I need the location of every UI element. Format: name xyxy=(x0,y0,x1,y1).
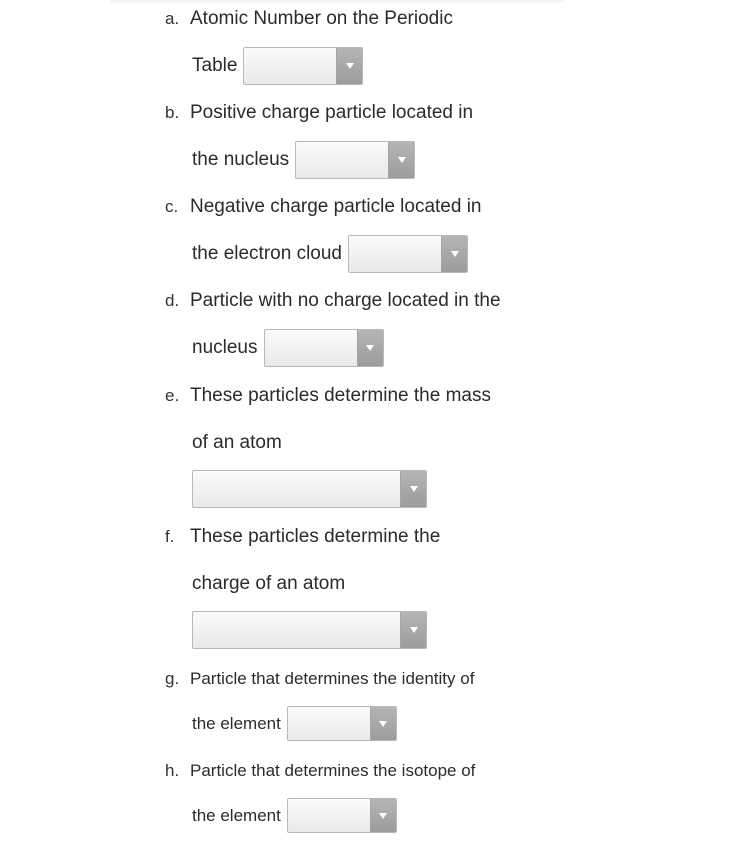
question-c-text xyxy=(165,196,482,218)
question-b-text xyxy=(165,102,473,124)
question-g-marker: g. xyxy=(165,669,180,688)
question-b-line2: the nucleus xyxy=(192,149,290,170)
question-h-dropdown[interactable] xyxy=(287,798,397,833)
question-c-row xyxy=(192,235,468,273)
question-b-dropdown-toggle[interactable] xyxy=(388,142,414,178)
question-a-line2: Table xyxy=(192,55,238,76)
question-f-line1: These particles determine the xyxy=(190,526,441,547)
question-e-marker: e. xyxy=(165,386,180,405)
chevron-down-icon xyxy=(451,251,459,257)
question-e-text xyxy=(165,385,491,407)
chevron-down-icon xyxy=(379,813,387,819)
question-b-line1: Positive charge particle located in xyxy=(190,102,474,123)
chevron-down-icon xyxy=(366,345,374,351)
question-f-dropdown[interactable] xyxy=(192,611,427,649)
question-h-line1: Particle that determines the isotope of xyxy=(190,761,476,780)
chevron-down-icon xyxy=(410,486,418,492)
question-h-dropdown-value xyxy=(294,799,366,832)
question-a-line1: Atomic Number on the Periodic xyxy=(190,8,453,29)
question-b-marker: b. xyxy=(165,103,180,122)
question-f-text xyxy=(165,526,440,548)
question-c-line2: the electron cloud xyxy=(192,243,342,264)
question-d-marker: d. xyxy=(165,291,180,310)
question-c-dropdown-value xyxy=(355,236,437,272)
question-g-dropdown[interactable] xyxy=(287,706,397,741)
question-a-marker: a. xyxy=(165,9,180,28)
top-shadow xyxy=(110,0,564,4)
chevron-down-icon xyxy=(398,157,406,163)
question-c-marker: c. xyxy=(165,197,179,216)
question-f-marker: f. xyxy=(165,527,175,546)
question-g-dropdown-toggle[interactable] xyxy=(370,707,396,740)
question-d-row xyxy=(192,329,384,367)
chevron-down-icon xyxy=(379,721,387,727)
question-h-dropdown-toggle[interactable] xyxy=(370,799,396,832)
question-c-line1: Negative charge particle located in xyxy=(190,196,482,217)
question-a-text xyxy=(165,8,453,30)
chevron-down-icon xyxy=(346,63,354,69)
question-a-row xyxy=(192,47,363,85)
question-g-line1: Particle that determines the identity of xyxy=(190,669,475,688)
question-g-dropdown-value xyxy=(294,707,366,740)
question-g-text xyxy=(165,668,474,690)
question-b-dropdown[interactable] xyxy=(295,141,415,179)
question-d-line2: nucleus xyxy=(192,337,258,358)
question-b-dropdown-value xyxy=(302,142,384,178)
question-f-line2: charge of an atom xyxy=(192,573,346,594)
question-d-dropdown-toggle[interactable] xyxy=(357,330,383,366)
question-d-dropdown[interactable] xyxy=(264,329,384,367)
question-h-text xyxy=(165,760,475,782)
question-e-line1: These particles determine the mass xyxy=(190,385,491,406)
question-d-text xyxy=(165,290,501,312)
chevron-down-icon xyxy=(410,627,418,633)
question-e-dropdown-value xyxy=(199,471,396,507)
question-g-row xyxy=(192,706,397,741)
question-g-line2: the element xyxy=(192,713,281,733)
question-e-line2: of an atom xyxy=(192,432,282,453)
question-c-dropdown-toggle[interactable] xyxy=(441,236,467,272)
question-e-dropdown-toggle[interactable] xyxy=(400,471,426,507)
question-d-line1: Particle with no charge located in the xyxy=(190,290,501,311)
question-a-dropdown-value xyxy=(250,48,332,84)
question-h-line2: the element xyxy=(192,805,281,825)
question-f-dropdown-toggle[interactable] xyxy=(400,612,426,648)
question-h-row xyxy=(192,798,397,833)
question-f-dropdown-value xyxy=(199,612,396,648)
question-b-row xyxy=(192,141,415,179)
question-a-dropdown-toggle[interactable] xyxy=(336,48,362,84)
question-d-dropdown-value xyxy=(271,330,353,366)
question-e-dropdown[interactable] xyxy=(192,470,427,508)
question-c-dropdown[interactable] xyxy=(348,235,468,273)
question-a-dropdown[interactable] xyxy=(243,47,363,85)
question-h-marker: h. xyxy=(165,761,180,780)
